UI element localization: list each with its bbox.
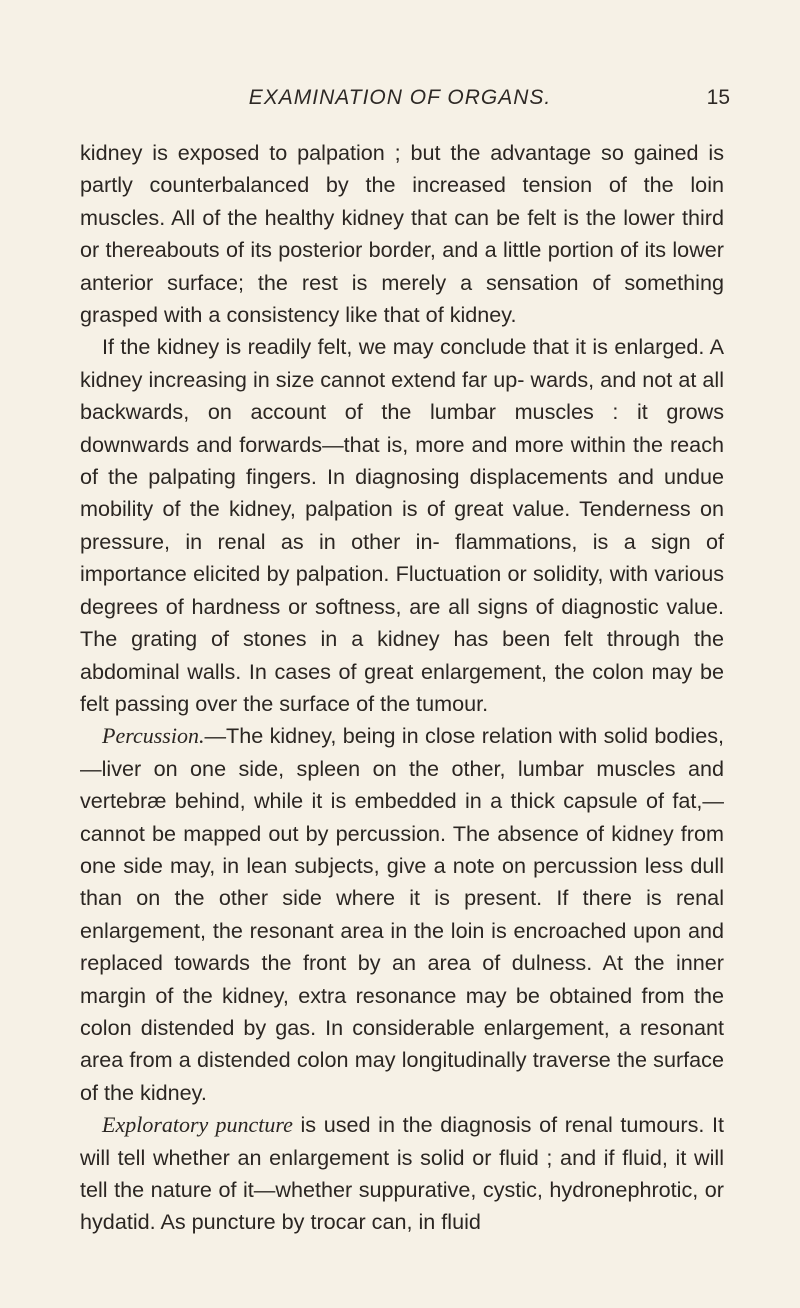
paragraph-palpation: If the kidney is readily felt, we may conclude that it is enlarged. A kidney increasing in size cannot extend far up- wards, and not at all backwards, on account of the lumbar muscles : it grows downwards and forwards—that is, more and more within the reach of the palpating fingers. In diagnosing displacements and undue mobility of the kidney, palpation is of great value. Tenderness on pressure, in renal as in other in- flammations, is a sign of importance elicited by palpation. Fluctuation or solidity, with various degrees of hardness or softness, are all signs of diagnostic value. The grating of stones in a kidney has been felt through the abdominal walls. In cases of great enlargement, the colon may be felt passing over the surface of the tumour. bbox=[80, 334, 724, 716]
paragraph-percussion bbox=[80, 720, 724, 1109]
running-title: EXAMINATION OF ORGANS. bbox=[248, 86, 552, 109]
paragraph-exploratory-puncture bbox=[80, 1109, 724, 1239]
percussion-heading: Percussion. bbox=[102, 723, 205, 749]
exploratory-puncture-text: is used in the diagnosis of renal tumours. It will tell whether an enlargement is solid or fluid ; and if fluid, it will tell the nature of it—whether suppurative, cystic, hydronephrotic, or hydatid. As puncture by trocar can, in fluid bbox=[80, 1112, 724, 1235]
running-head bbox=[80, 86, 730, 116]
paragraph-continuation: kidney is exposed to palpation ; but the advantage so gained is partly counterbalanced by the increased tension of the loin muscles. All of the healthy kidney that can be felt is the lower third or thereabouts of its posterior border, and a little portion of its lower anterior surface; the rest is merely a sensation of something grasped with a consistency like that of kidney. bbox=[80, 140, 724, 328]
percussion-text: —The kidney, being in close relation with solid bodies,—liver on one side, spleen on the other, lumbar muscles and vertebræ behind, while it is embedded in a thick capsule of fat,—cannot be mapped out by percussion. The absence of kidney from one side may, in lean subjects, give a note on percussion less dull than on the other side where it is present. If there is renal enlargement, the resonant area in the loin is encroached upon and replaced towards the front by an area of dulness. At the inner margin of the kidney, extra resonance may be obtained from the colon distended by gas. In considerable enlargement, a resonant area from a distended colon may longitudinally traverse the surface of the kidney. bbox=[80, 723, 724, 1105]
text-body bbox=[80, 137, 724, 1239]
exploratory-puncture-heading: Exploratory puncture bbox=[102, 1112, 293, 1138]
page-number: 15 bbox=[706, 86, 730, 109]
